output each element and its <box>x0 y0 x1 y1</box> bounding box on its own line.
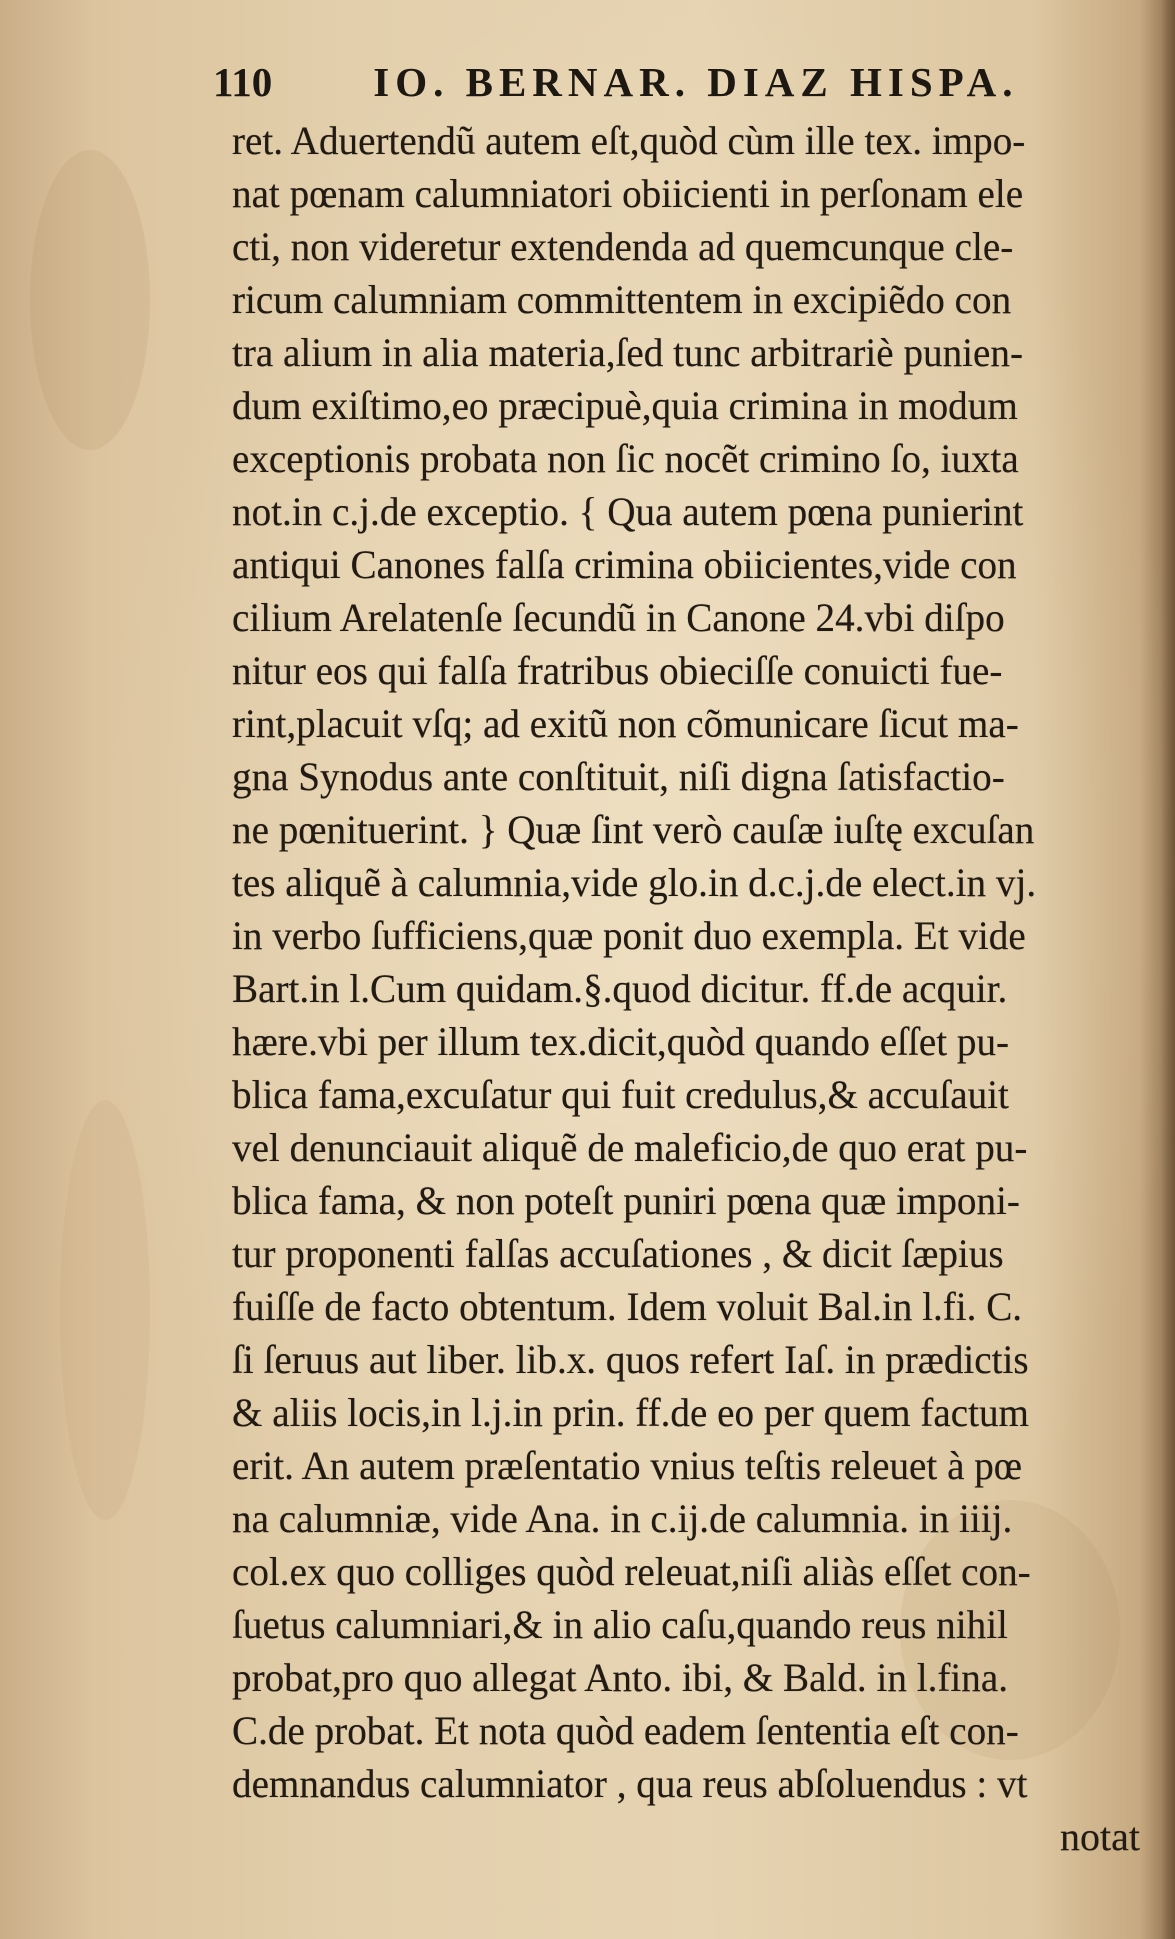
text-line: ricum calumniam committentem in excipiẽdo con <box>232 277 1012 322</box>
catchword: notat <box>1060 1814 1140 1859</box>
text-line: antiqui Canones falſa crimina obiicientes,vide con <box>232 542 1017 587</box>
text-line: probat,pro quo allegat Anto. ibi, & Bald. in l.fina. <box>232 1655 1008 1700</box>
text-line: gna Synodus ante conſtituit, niſi digna ſatisfactio- <box>232 754 1005 799</box>
text-line: erit. An autem præſentatio vnius teſtis releuet à pœ <box>232 1443 1023 1488</box>
page-number: 110 <box>213 59 273 105</box>
text-line: tes aliquẽ à calumnia,vide glo.in d.c.j.de elect.in vj. <box>232 860 1037 905</box>
text-line: in verbo ſufficiens,quæ ponit duo exempla. Et vide <box>232 913 1026 958</box>
text-line: dum exiſtimo,eo præcipuè,quia crimina in modum <box>232 383 1018 428</box>
text-line: ſi ſeruus aut liber. lib.x. quos refert Iaſ. in prædictis <box>232 1337 1029 1382</box>
page-edge-shadow <box>1161 0 1175 1939</box>
text-line: rint,placuit vſq; ad exitũ non cõmunicare ſicut ma- <box>232 701 1019 746</box>
text-line: col.ex quo colliges quòd releuat,niſi aliàs eſſet con- <box>232 1549 1031 1594</box>
running-title: IO. BERNAR. DIAZ HISPA. <box>373 59 1019 105</box>
text-line: blica fama,excuſatur qui fuit credulus,& accuſauit <box>232 1072 1009 1117</box>
text-line: exceptionis probata non ſic nocẽt crimino ſo, iuxta <box>232 436 1019 481</box>
text-line: C.de probat. Et nota quòd eadem ſententia eſt con- <box>232 1708 1019 1753</box>
text-line: hære.vbi per illum tex.dicit,quòd quando eſſet pu- <box>232 1019 1010 1064</box>
text-line: vel denunciauit aliquẽ de maleficio,de quo erat pu- <box>232 1125 1028 1170</box>
text-line: demnandus calumniator , qua reus abſoluendus : vt <box>232 1761 1028 1806</box>
text-block <box>232 114 1152 1914</box>
text-line: & aliis locis,in l.j.in prin. ff.de eo per quem factum <box>232 1390 1029 1435</box>
text-line: Bart.in l.Cum quidam.§.quod dicitur. ff.de acquir. <box>232 966 1008 1011</box>
text-line: ne pœnituerint. } Quæ ſint verò cauſæ iuſtę excuſan <box>232 807 1035 852</box>
text-line: fuiſſe de facto obtentum. Idem voluit Bal.in l.fi. C. <box>232 1284 1023 1329</box>
paper-stain <box>30 150 150 450</box>
text-line: nitur eos qui falſa fratribus obieciſſe conuicti fue- <box>232 648 1003 693</box>
paper-stain <box>60 1100 150 1520</box>
text-line: ret. Aduertendũ autem eſt,quòd cùm ille tex. impo- <box>232 118 1026 163</box>
text-line: tur proponenti falſas accuſationes , & dicit ſæpius <box>232 1231 1004 1276</box>
text-line: not.in c.j.de exceptio. { Qua autem pœna punierint <box>232 489 1024 534</box>
text-line: tra alium in alia materia,ſed tunc arbitrariè punien- <box>232 330 1024 375</box>
text-line: blica fama, & non poteſt puniri pœna quæ imponi- <box>232 1178 1020 1223</box>
text-line: cilium Arelatenſe ſecundũ in Canone 24.vbi diſpo <box>232 595 1005 640</box>
text-line: ſuetus calumniari,& in alio caſu,quando reus nihil <box>232 1602 1008 1647</box>
text-line: nat pœnam calumniatori obiicienti in perſonam ele <box>232 171 1024 216</box>
running-head <box>213 52 1019 112</box>
text-line: cti, non videretur extendenda ad quemcunque cle- <box>232 224 1014 269</box>
text-line: na calumniæ, vide Ana. in c.ij.de calumnia. in iiij. <box>232 1496 1013 1541</box>
